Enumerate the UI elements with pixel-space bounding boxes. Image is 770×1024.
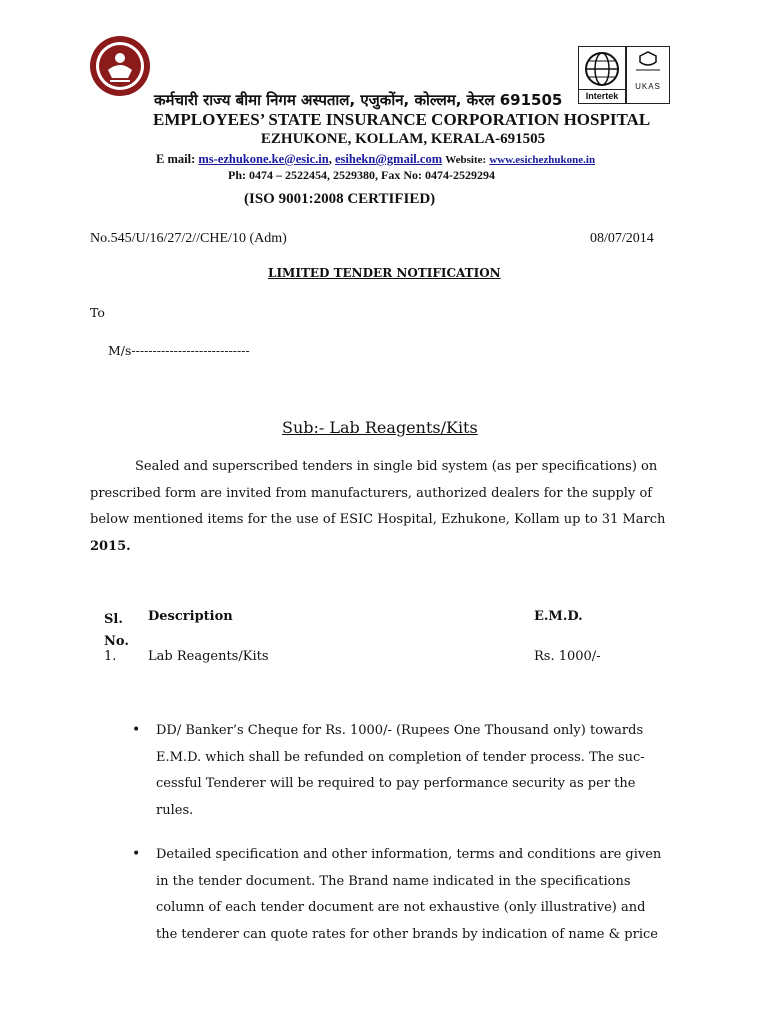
intro-line-2: prescribed form are invited from manufacturers, authorized dealers for the supply of xyxy=(90,485,653,501)
table-header-sl-line2: No. xyxy=(104,634,129,649)
iso-certification: (ISO 9001:2008 CERTIFIED) xyxy=(244,191,436,207)
document-title: LIMITED TENDER NOTIFICATION xyxy=(268,266,501,280)
table-row-sl: 1. xyxy=(104,649,117,664)
reference-date: 08/07/2014 xyxy=(590,231,654,246)
email-separator: , xyxy=(328,152,332,166)
contact-email-line xyxy=(156,152,595,167)
ukas-label: UKAS xyxy=(635,82,661,91)
bullet-1-line-3: cessful Tenderer will be required to pay performance security as per the xyxy=(156,776,636,791)
bullet-marker-1: • xyxy=(132,722,141,738)
subject-line: Sub:- Lab Reagents/Kits xyxy=(282,418,478,437)
bullet-2-line-1: Detailed specification and other information, terms and conditions are given xyxy=(156,847,662,862)
bullet-1-line-4: rules. xyxy=(156,802,194,818)
bullet-1-line-2: E.M.D. which shall be refunded on completion of tender process. The suc- xyxy=(156,749,645,765)
intro-line-1: Sealed and superscribed tenders in single bid system (as per specifications) on xyxy=(135,459,658,474)
table-header-emd: E.M.D. xyxy=(534,609,583,624)
intro-line-3: below mentioned items for the use of ESIC Hospital, Ezhukone, Kollam up to 31 March xyxy=(90,512,666,527)
table-header-sl xyxy=(104,609,129,653)
bullet-item-1 xyxy=(156,718,678,824)
table-row-description: Lab Reagents/Kits xyxy=(148,649,269,664)
table-row-emd: Rs. 1000/- xyxy=(534,649,601,664)
reference-number: No.545/U/16/27/2//CHE/10 (Adm) xyxy=(90,231,287,246)
website-label: Website: xyxy=(445,154,487,166)
table-header-description: Description xyxy=(148,609,233,624)
email-label: E mail: xyxy=(156,152,196,166)
organization-name: EMPLOYEES’ STATE INSURANCE CORPORATION HOSPITAL xyxy=(153,110,651,129)
esic-logo xyxy=(88,34,152,98)
website-link[interactable]: www.esichezhukone.in xyxy=(489,154,596,166)
bullet-2-line-4: the tenderer can quote rates for other brands by indication of name & price xyxy=(156,926,658,942)
table-header-sl-line1: Sl. xyxy=(104,612,123,627)
bullet-2-line-2: in the tender document. The Brand name indicated in the specifications xyxy=(156,873,631,889)
organization-address: EZHUKONE, KOLLAM, KERALA-691505 xyxy=(260,131,546,147)
intertek-cert-logo xyxy=(578,46,626,104)
bullet-marker-2: • xyxy=(132,846,141,862)
bullet-item-2 xyxy=(156,842,678,948)
intro-paragraph xyxy=(90,454,688,560)
to-label: To xyxy=(90,305,105,320)
phone-fax-line: Ph: 0474 – 2522454, 2529380, Fax No: 0474-2529294 xyxy=(228,168,495,182)
email-link-1[interactable]: ms-ezhukone.ke@esic.in xyxy=(198,152,329,166)
intertek-label: Intertek xyxy=(579,89,625,102)
ukas-cert-logo xyxy=(626,46,670,104)
bullet-2-line-3: column of each tender document are not exhaustive (only illustrative) and xyxy=(156,900,646,915)
intro-line-4: 2015. xyxy=(90,538,131,554)
email-link-2[interactable]: esihekn@gmail.com xyxy=(335,152,443,166)
addressee: M/s---------------------------- xyxy=(108,343,250,358)
bullet-1-line-1: DD/ Banker’s Cheque for Rs. 1000/- (Rupees One Thousand only) towards xyxy=(156,723,644,738)
hindi-title: कर्मचारी राज्य बीमा निगम अस्पताल, एजुकोंन, कोल्लम, केरल 691505 xyxy=(154,91,563,109)
